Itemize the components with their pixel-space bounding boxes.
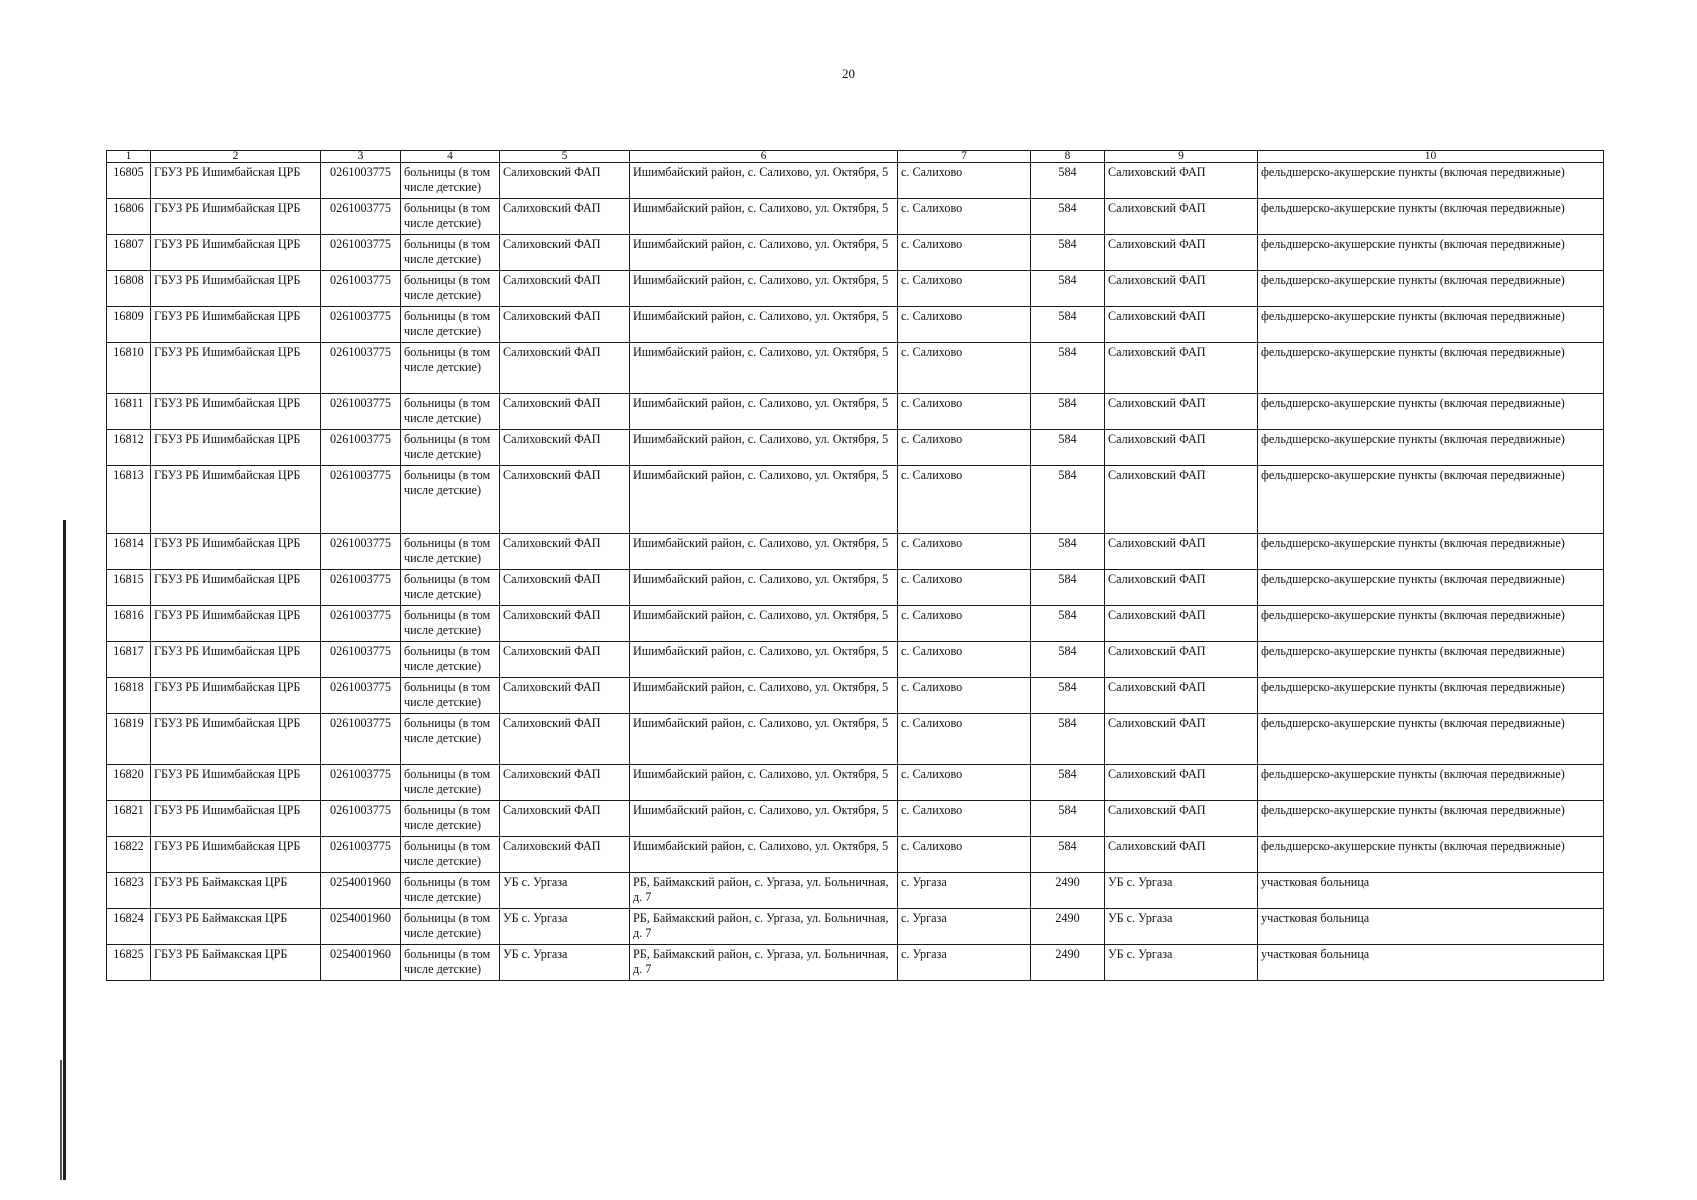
locality-cell: с. Салихово [898, 163, 1031, 199]
organization-name: ГБУЗ РБ Ишимбайская ЦРБ [151, 307, 321, 343]
organization-name: ГБУЗ РБ Ишимбайская ЦРБ [151, 466, 321, 534]
unit-name: Салиховский ФАП [500, 765, 630, 801]
address-cell: Ишимбайский район, с. Салихово, ул. Октября, 5 [630, 271, 898, 307]
facility-kind: больницы (в том числе детские) [401, 343, 500, 394]
table-row [107, 714, 1604, 765]
address-cell: Ишимбайский район, с. Салихово, ул. Октября, 5 [630, 394, 898, 430]
facility-kind: больницы (в том числе детские) [401, 801, 500, 837]
column-header: 3 [321, 151, 401, 163]
column-header: 4 [401, 151, 500, 163]
table-row [107, 570, 1604, 606]
table-row [107, 873, 1604, 909]
row-number: 16812 [107, 430, 151, 466]
unit-name: Салиховский ФАП [500, 642, 630, 678]
locality-cell: с. Салихово [898, 678, 1031, 714]
facility-type: фельдшерско-акушерские пункты (включая передвижные) [1258, 837, 1604, 873]
inn-cell: 0261003775 [321, 714, 401, 765]
locality-cell: с. Ургаза [898, 909, 1031, 945]
code-cell: 584 [1031, 765, 1105, 801]
unit-name: УБ с. Ургаза [500, 873, 630, 909]
row-number: 16806 [107, 199, 151, 235]
row-number: 16811 [107, 394, 151, 430]
locality-cell: с. Салихово [898, 765, 1031, 801]
facility-type: фельдшерско-акушерские пункты (включая передвижные) [1258, 199, 1604, 235]
facility-kind: больницы (в том числе детские) [401, 235, 500, 271]
address-cell: Ишимбайский район, с. Салихово, ул. Октября, 5 [630, 199, 898, 235]
organization-name: ГБУЗ РБ Ишимбайская ЦРБ [151, 199, 321, 235]
locality-cell: с. Салихово [898, 466, 1031, 534]
facility-type: фельдшерско-акушерские пункты (включая передвижные) [1258, 801, 1604, 837]
organization-name: ГБУЗ РБ Ишимбайская ЦРБ [151, 430, 321, 466]
organization-name: ГБУЗ РБ Баймакская ЦРБ [151, 909, 321, 945]
organization-name: ГБУЗ РБ Ишимбайская ЦРБ [151, 678, 321, 714]
unit-name-repeat: Салиховский ФАП [1105, 765, 1258, 801]
code-cell: 584 [1031, 678, 1105, 714]
organization-name: ГБУЗ РБ Баймакская ЦРБ [151, 873, 321, 909]
locality-cell: с. Салихово [898, 606, 1031, 642]
unit-name: Салиховский ФАП [500, 343, 630, 394]
facility-type: фельдшерско-акушерские пункты (включая передвижные) [1258, 271, 1604, 307]
facility-kind: больницы (в том числе детские) [401, 163, 500, 199]
address-cell: РБ, Баймакский район, с. Ургаза, ул. Больничная, д. 7 [630, 909, 898, 945]
locality-cell: с. Ургаза [898, 873, 1031, 909]
facility-type: фельдшерско-акушерские пункты (включая передвижные) [1258, 606, 1604, 642]
unit-name-repeat: Салиховский ФАП [1105, 570, 1258, 606]
facility-kind: больницы (в том числе детские) [401, 394, 500, 430]
table-row [107, 642, 1604, 678]
code-cell: 584 [1031, 570, 1105, 606]
code-cell: 584 [1031, 307, 1105, 343]
unit-name: УБ с. Ургаза [500, 945, 630, 981]
address-cell: Ишимбайский район, с. Салихово, ул. Октября, 5 [630, 837, 898, 873]
code-cell: 584 [1031, 394, 1105, 430]
facility-kind: больницы (в том числе детские) [401, 570, 500, 606]
facility-type: фельдшерско-акушерские пункты (включая передвижные) [1258, 466, 1604, 534]
column-header: 8 [1031, 151, 1105, 163]
code-cell: 584 [1031, 801, 1105, 837]
column-header: 9 [1105, 151, 1258, 163]
facility-kind: больницы (в том числе детские) [401, 606, 500, 642]
inn-cell: 0261003775 [321, 765, 401, 801]
organization-name: ГБУЗ РБ Ишимбайская ЦРБ [151, 570, 321, 606]
facility-kind: больницы (в том числе детские) [401, 271, 500, 307]
row-number: 16807 [107, 235, 151, 271]
row-number: 16814 [107, 534, 151, 570]
unit-name: Салиховский ФАП [500, 606, 630, 642]
address-cell: Ишимбайский район, с. Салихово, ул. Октября, 5 [630, 235, 898, 271]
unit-name: Салиховский ФАП [500, 801, 630, 837]
facility-kind: больницы (в том числе детские) [401, 430, 500, 466]
facility-kind: больницы (в том числе детские) [401, 678, 500, 714]
code-cell: 2490 [1031, 909, 1105, 945]
address-cell: Ишимбайский район, с. Салихово, ул. Октября, 5 [630, 678, 898, 714]
inn-cell: 0254001960 [321, 945, 401, 981]
facility-type: фельдшерско-акушерские пункты (включая передвижные) [1258, 235, 1604, 271]
row-number: 16822 [107, 837, 151, 873]
locality-cell: с. Салихово [898, 199, 1031, 235]
inn-cell: 0261003775 [321, 307, 401, 343]
unit-name-repeat: Салиховский ФАП [1105, 714, 1258, 765]
facility-kind: больницы (в том числе детские) [401, 765, 500, 801]
registry-table-container [106, 150, 1603, 981]
facility-type: фельдшерско-акушерские пункты (включая передвижные) [1258, 163, 1604, 199]
locality-cell: с. Салихово [898, 235, 1031, 271]
unit-name: Салиховский ФАП [500, 534, 630, 570]
column-header: 5 [500, 151, 630, 163]
code-cell: 2490 [1031, 945, 1105, 981]
address-cell: Ишимбайский район, с. Салихово, ул. Октября, 5 [630, 430, 898, 466]
unit-name: Салиховский ФАП [500, 714, 630, 765]
row-number: 16813 [107, 466, 151, 534]
locality-cell: с. Салихово [898, 534, 1031, 570]
inn-cell: 0261003775 [321, 343, 401, 394]
row-number: 16824 [107, 909, 151, 945]
unit-name-repeat: УБ с. Ургаза [1105, 945, 1258, 981]
unit-name-repeat: Салиховский ФАП [1105, 606, 1258, 642]
unit-name-repeat: Салиховский ФАП [1105, 430, 1258, 466]
address-cell: Ишимбайский район, с. Салихово, ул. Октября, 5 [630, 606, 898, 642]
facility-type: фельдшерско-акушерские пункты (включая передвижные) [1258, 430, 1604, 466]
organization-name: ГБУЗ РБ Ишимбайская ЦРБ [151, 714, 321, 765]
facility-type: участковая больница [1258, 873, 1604, 909]
inn-cell: 0261003775 [321, 606, 401, 642]
code-cell: 584 [1031, 837, 1105, 873]
inn-cell: 0261003775 [321, 430, 401, 466]
code-cell: 584 [1031, 642, 1105, 678]
inn-cell: 0261003775 [321, 163, 401, 199]
locality-cell: с. Салихово [898, 642, 1031, 678]
organization-name: ГБУЗ РБ Ишимбайская ЦРБ [151, 642, 321, 678]
inn-cell: 0261003775 [321, 271, 401, 307]
inn-cell: 0254001960 [321, 909, 401, 945]
facility-type: фельдшерско-акушерские пункты (включая передвижные) [1258, 394, 1604, 430]
code-cell: 584 [1031, 606, 1105, 642]
inn-cell: 0261003775 [321, 678, 401, 714]
inn-cell: 0261003775 [321, 466, 401, 534]
organization-name: ГБУЗ РБ Ишимбайская ЦРБ [151, 271, 321, 307]
table-row [107, 235, 1604, 271]
row-number: 16821 [107, 801, 151, 837]
facility-kind: больницы (в том числе детские) [401, 945, 500, 981]
unit-name-repeat: Салиховский ФАП [1105, 678, 1258, 714]
organization-name: ГБУЗ РБ Ишимбайская ЦРБ [151, 606, 321, 642]
column-header: 7 [898, 151, 1031, 163]
organization-name: ГБУЗ РБ Ишимбайская ЦРБ [151, 837, 321, 873]
code-cell: 2490 [1031, 873, 1105, 909]
unit-name: Салиховский ФАП [500, 430, 630, 466]
facility-type: участковая больница [1258, 909, 1604, 945]
inn-cell: 0261003775 [321, 837, 401, 873]
registry-table [106, 150, 1604, 981]
facility-kind: больницы (в том числе детские) [401, 642, 500, 678]
table-row [107, 606, 1604, 642]
facility-kind: больницы (в том числе детские) [401, 199, 500, 235]
inn-cell: 0261003775 [321, 235, 401, 271]
page-number: 20 [842, 66, 855, 81]
row-number: 16819 [107, 714, 151, 765]
address-cell: Ишимбайский район, с. Салихово, ул. Октября, 5 [630, 714, 898, 765]
code-cell: 584 [1031, 714, 1105, 765]
code-cell: 584 [1031, 430, 1105, 466]
column-header: 1 [107, 151, 151, 163]
organization-name: ГБУЗ РБ Ишимбайская ЦРБ [151, 163, 321, 199]
locality-cell: с. Салихово [898, 837, 1031, 873]
unit-name-repeat: Салиховский ФАП [1105, 307, 1258, 343]
locality-cell: с. Салихово [898, 714, 1031, 765]
unit-name-repeat: УБ с. Ургаза [1105, 873, 1258, 909]
unit-name: Салиховский ФАП [500, 235, 630, 271]
facility-type: фельдшерско-акушерские пункты (включая передвижные) [1258, 642, 1604, 678]
facility-type: фельдшерско-акушерские пункты (включая передвижные) [1258, 534, 1604, 570]
table-row [107, 307, 1604, 343]
unit-name-repeat: Салиховский ФАП [1105, 271, 1258, 307]
table-row [107, 199, 1604, 235]
organization-name: ГБУЗ РБ Ишимбайская ЦРБ [151, 394, 321, 430]
row-number: 16820 [107, 765, 151, 801]
organization-name: ГБУЗ РБ Ишимбайская ЦРБ [151, 534, 321, 570]
table-row [107, 837, 1604, 873]
facility-kind: больницы (в том числе детские) [401, 534, 500, 570]
address-cell: РБ, Баймакский район, с. Ургаза, ул. Больничная, д. 7 [630, 945, 898, 981]
registry-table-body [107, 163, 1604, 981]
row-number: 16808 [107, 271, 151, 307]
address-cell: Ишимбайский район, с. Салихово, ул. Октября, 5 [630, 534, 898, 570]
table-row [107, 163, 1604, 199]
organization-name: ГБУЗ РБ Ишимбайская ЦРБ [151, 235, 321, 271]
facility-type: фельдшерско-акушерские пункты (включая передвижные) [1258, 307, 1604, 343]
unit-name: Салиховский ФАП [500, 466, 630, 534]
unit-name: Салиховский ФАП [500, 271, 630, 307]
table-row [107, 909, 1604, 945]
locality-cell: с. Салихово [898, 271, 1031, 307]
row-number: 16815 [107, 570, 151, 606]
facility-type: фельдшерско-акушерские пункты (включая передвижные) [1258, 765, 1604, 801]
table-row [107, 394, 1604, 430]
table-row [107, 343, 1604, 394]
inn-cell: 0254001960 [321, 873, 401, 909]
table-row [107, 765, 1604, 801]
binding-mark [63, 520, 66, 1180]
row-number: 16805 [107, 163, 151, 199]
table-row [107, 271, 1604, 307]
row-number: 16817 [107, 642, 151, 678]
organization-name: ГБУЗ РБ Ишимбайская ЦРБ [151, 343, 321, 394]
column-header: 6 [630, 151, 898, 163]
unit-name: Салиховский ФАП [500, 678, 630, 714]
table-row [107, 945, 1604, 981]
address-cell: Ишимбайский район, с. Салихово, ул. Октября, 5 [630, 801, 898, 837]
code-cell: 584 [1031, 466, 1105, 534]
address-cell: Ишимбайский район, с. Салихово, ул. Октября, 5 [630, 307, 898, 343]
unit-name: Салиховский ФАП [500, 307, 630, 343]
table-row [107, 430, 1604, 466]
table-row [107, 466, 1604, 534]
facility-kind: больницы (в том числе детские) [401, 873, 500, 909]
row-number: 16816 [107, 606, 151, 642]
inn-cell: 0261003775 [321, 534, 401, 570]
unit-name-repeat: Салиховский ФАП [1105, 837, 1258, 873]
unit-name-repeat: Салиховский ФАП [1105, 642, 1258, 678]
address-cell: Ишимбайский район, с. Салихово, ул. Октября, 5 [630, 765, 898, 801]
unit-name: Салиховский ФАП [500, 163, 630, 199]
unit-name-repeat: Салиховский ФАП [1105, 394, 1258, 430]
locality-cell: с. Салихово [898, 430, 1031, 466]
facility-type: фельдшерско-акушерские пункты (включая передвижные) [1258, 343, 1604, 394]
address-cell: Ишимбайский район, с. Салихово, ул. Октября, 5 [630, 466, 898, 534]
unit-name-repeat: Салиховский ФАП [1105, 466, 1258, 534]
inn-cell: 0261003775 [321, 801, 401, 837]
column-header: 2 [151, 151, 321, 163]
row-number: 16810 [107, 343, 151, 394]
locality-cell: с. Салихово [898, 394, 1031, 430]
address-cell: Ишимбайский район, с. Салихово, ул. Октября, 5 [630, 343, 898, 394]
locality-cell: с. Салихово [898, 307, 1031, 343]
facility-kind: больницы (в том числе детские) [401, 307, 500, 343]
code-cell: 584 [1031, 534, 1105, 570]
table-row [107, 801, 1604, 837]
code-cell: 584 [1031, 163, 1105, 199]
code-cell: 584 [1031, 271, 1105, 307]
inn-cell: 0261003775 [321, 394, 401, 430]
facility-type: фельдшерско-акушерские пункты (включая передвижные) [1258, 570, 1604, 606]
facility-type: фельдшерско-акушерские пункты (включая передвижные) [1258, 678, 1604, 714]
organization-name: ГБУЗ РБ Ишимбайская ЦРБ [151, 801, 321, 837]
row-number: 16809 [107, 307, 151, 343]
unit-name-repeat: Салиховский ФАП [1105, 163, 1258, 199]
code-cell: 584 [1031, 235, 1105, 271]
unit-name: Салиховский ФАП [500, 199, 630, 235]
binding-mark-secondary [60, 1060, 62, 1180]
unit-name-repeat: Салиховский ФАП [1105, 343, 1258, 394]
locality-cell: с. Салихово [898, 570, 1031, 606]
facility-kind: больницы (в том числе детские) [401, 837, 500, 873]
locality-cell: с. Салихово [898, 801, 1031, 837]
address-cell: Ишимбайский район, с. Салихово, ул. Октября, 5 [630, 570, 898, 606]
unit-name-repeat: Салиховский ФАП [1105, 801, 1258, 837]
unit-name: Салиховский ФАП [500, 570, 630, 606]
row-number: 16818 [107, 678, 151, 714]
facility-kind: больницы (в том числе детские) [401, 714, 500, 765]
table-row [107, 534, 1604, 570]
facility-kind: больницы (в том числе детские) [401, 466, 500, 534]
facility-type: участковая больница [1258, 945, 1604, 981]
inn-cell: 0261003775 [321, 642, 401, 678]
locality-cell: с. Ургаза [898, 945, 1031, 981]
facility-kind: больницы (в том числе детские) [401, 909, 500, 945]
header-row [107, 151, 1604, 163]
unit-name: Салиховский ФАП [500, 837, 630, 873]
unit-name-repeat: Салиховский ФАП [1105, 235, 1258, 271]
address-cell: РБ, Баймакский район, с. Ургаза, ул. Больничная, д. 7 [630, 873, 898, 909]
inn-cell: 0261003775 [321, 199, 401, 235]
table-row [107, 678, 1604, 714]
unit-name-repeat: УБ с. Ургаза [1105, 909, 1258, 945]
row-number: 16825 [107, 945, 151, 981]
unit-name-repeat: Салиховский ФАП [1105, 199, 1258, 235]
unit-name: УБ с. Ургаза [500, 909, 630, 945]
code-cell: 584 [1031, 343, 1105, 394]
organization-name: ГБУЗ РБ Ишимбайская ЦРБ [151, 765, 321, 801]
unit-name: Салиховский ФАП [500, 394, 630, 430]
locality-cell: с. Салихово [898, 343, 1031, 394]
organization-name: ГБУЗ РБ Баймакская ЦРБ [151, 945, 321, 981]
facility-type: фельдшерско-акушерские пункты (включая передвижные) [1258, 714, 1604, 765]
code-cell: 584 [1031, 199, 1105, 235]
column-header: 10 [1258, 151, 1604, 163]
address-cell: Ишимбайский район, с. Салихово, ул. Октября, 5 [630, 642, 898, 678]
unit-name-repeat: Салиховский ФАП [1105, 534, 1258, 570]
inn-cell: 0261003775 [321, 570, 401, 606]
address-cell: Ишимбайский район, с. Салихово, ул. Октября, 5 [630, 163, 898, 199]
row-number: 16823 [107, 873, 151, 909]
